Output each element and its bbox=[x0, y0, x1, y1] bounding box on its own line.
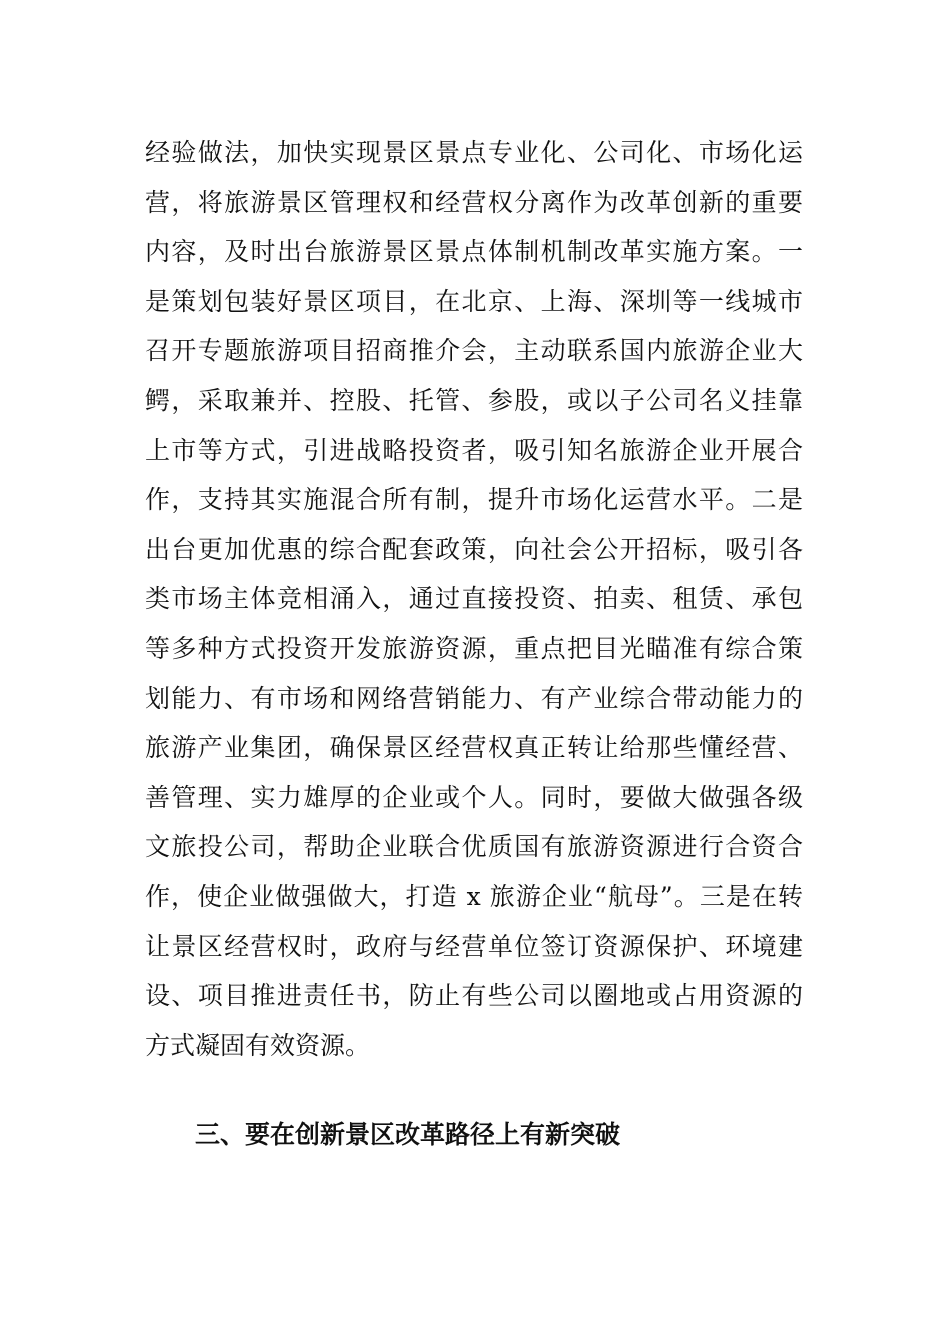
paragraph-line: 是策划包装好景区项目，在北京、上海、深圳等一线城市 bbox=[145, 286, 803, 316]
paragraph-line: 上市等方式，引进战略投资者，吸引知名旅游企业开展合 bbox=[145, 435, 803, 465]
paragraph-line: 出台更加优惠的综合配套政策，向社会公开招标，吸引各 bbox=[145, 534, 803, 564]
paragraph-line: 经验做法，加快实现景区景点专业化、公司化、市场化运 bbox=[145, 138, 803, 167]
paragraph-line: 类市场主体竞相涌入，通过直接投资、拍卖、租赁、承包 bbox=[145, 584, 803, 614]
paragraph-line: 营，将旅游景区管理权和经营权分离作为改革创新的重要 bbox=[145, 187, 803, 217]
paragraph-line: 作，使企业做强做大，打造 x 旅游企业“航母”。三是在转 bbox=[145, 881, 803, 911]
paragraph-line: 方式凝固有效资源。 bbox=[145, 1030, 371, 1060]
paragraph-line: 文旅投公司，帮助企业联合优质国有旅游资源进行合资合 bbox=[145, 832, 803, 862]
paragraph-line: 鳄，采取兼并、控股、托管、参股，或以子公司名义挂靠 bbox=[145, 385, 803, 415]
paragraph-line: 内容，及时出台旅游景区景点体制机制改革实施方案。一 bbox=[145, 237, 803, 267]
paragraph-line: 让景区经营权时，政府与经营单位签订资源保护、环境建 bbox=[145, 931, 803, 961]
paragraph-line: 旅游产业集团，确保景区经营权真正转让给那些懂经营、 bbox=[145, 733, 803, 763]
paragraph-line: 作，支持其实施混合所有制，提升市场化运营水平。二是 bbox=[145, 485, 803, 515]
paragraph-line: 召开专题旅游项目招商推介会，主动联系国内旅游企业大 bbox=[145, 336, 803, 366]
paragraph-line: 等多种方式投资开发旅游资源，重点把目光瞄准有综合策 bbox=[145, 633, 803, 663]
paragraph-line: 划能力、有市场和网络营销能力、有产业综合带动能力的 bbox=[145, 683, 803, 713]
body-paragraph bbox=[145, 128, 815, 1070]
paragraph-line: 善管理、实力雄厚的企业或个人。同时，要做大做强各级 bbox=[145, 782, 803, 812]
paragraph-line: 设、项目推进责任书，防止有些公司以圈地或占用资源的 bbox=[145, 981, 803, 1011]
section-heading: 三、要在创新景区改革路径上有新突破 bbox=[195, 1120, 621, 1149]
